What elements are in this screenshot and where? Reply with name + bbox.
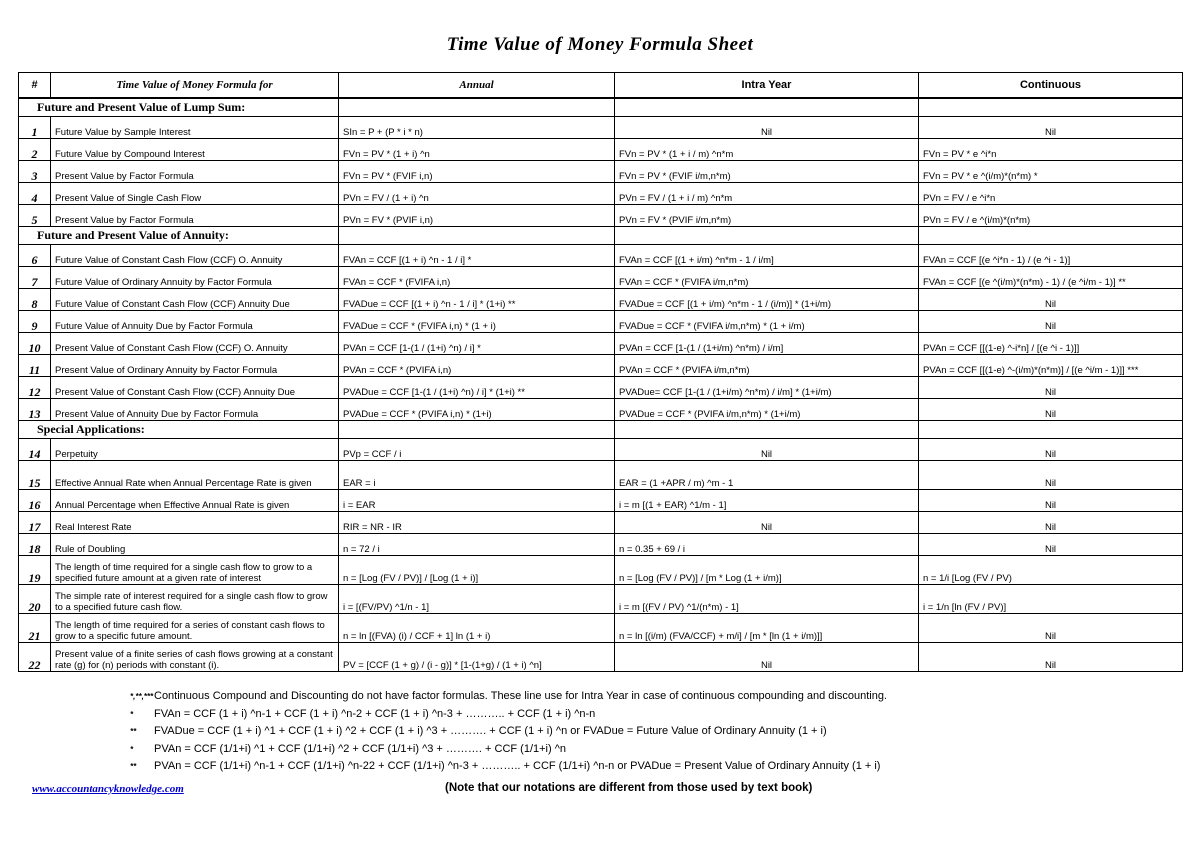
- continuous-formula: Nil: [919, 377, 1183, 399]
- intra-year-formula: PVn = FV * (PVIF i/m,n*m): [615, 205, 919, 227]
- continuous-formula: Nil: [919, 117, 1183, 139]
- footnote-text: FVAn = CCF (1 + i) ^n-1 + CCF (1 + i) ^n-2 + CCF (1 + i) ^n-3 + ……….. + CCF (1 + i) ^n-n: [154, 707, 596, 720]
- row-number: 15: [19, 461, 51, 490]
- row-description: Present Value of Annuity Due by Factor Formula: [51, 399, 339, 421]
- table-row: [19, 333, 1183, 355]
- annual-formula: i = [(FV/PV) ^1/n - 1]: [339, 585, 615, 614]
- empty-cell: [615, 98, 919, 117]
- row-number: 22: [19, 643, 51, 672]
- continuous-formula: Nil: [919, 643, 1183, 672]
- row-description: The length of time required for a single cash flow to grow to a specified future amount at a given rate of interest: [51, 556, 339, 585]
- footnote-text: Continuous Compound and Discounting do not have factor formulas. These line use for Intra Year in case of continuous compounding and discounting.: [154, 690, 887, 702]
- footnote-marker: *,**,***: [130, 692, 154, 701]
- website-link[interactable]: www.accountancyknowledge.com: [32, 783, 184, 795]
- intra-year-formula: FVn = PV * (FVIF i/m,n*m): [615, 161, 919, 183]
- continuous-formula: Nil: [919, 534, 1183, 556]
- annual-formula: FVAn = CCF * (FVIFA i,n): [339, 267, 615, 289]
- footnote-marker: *: [130, 709, 134, 719]
- table-row: [19, 355, 1183, 377]
- row-number: 16: [19, 490, 51, 512]
- table-row: [19, 139, 1183, 161]
- continuous-formula: Nil: [919, 461, 1183, 490]
- table-row: [19, 512, 1183, 534]
- row-description: Annual Percentage when Effective Annual Rate is given: [51, 490, 339, 512]
- table-row: [19, 289, 1183, 311]
- annual-formula: FVADue = CCF * (FVIFA i,n) * (1 + i): [339, 311, 615, 333]
- row-number: 1: [19, 117, 51, 139]
- intra-year-formula: Nil: [615, 643, 919, 672]
- row-number: 6: [19, 245, 51, 267]
- table-row: [19, 439, 1183, 461]
- table-row: [19, 534, 1183, 556]
- row-description: Perpetuity: [51, 439, 339, 461]
- header-continuous: Continuous: [919, 73, 1183, 99]
- section-row: [19, 227, 1183, 245]
- empty-cell: [615, 227, 919, 245]
- table-row: [19, 311, 1183, 333]
- annual-formula: PVn = FV / (1 + i) ^n: [339, 183, 615, 205]
- continuous-formula: Nil: [919, 289, 1183, 311]
- continuous-formula: FVn = PV * e ^(i/m)*(n*m) *: [919, 161, 1183, 183]
- intra-year-formula: EAR = (1 +APR / m) ^m - 1: [615, 461, 919, 490]
- table-row: [19, 490, 1183, 512]
- annual-formula: n = ln [(FVA) (i) / CCF + 1] ln (1 + i): [339, 614, 615, 643]
- footnote-marker: *: [130, 744, 134, 754]
- intra-year-formula: PVADue = CCF * (PVIFA i/m,n*m) * (1+i/m): [615, 399, 919, 421]
- continuous-formula: i = 1/n [ln (FV / PV)]: [919, 585, 1183, 614]
- table-row: [19, 205, 1183, 227]
- row-description: Present Value by Factor Formula: [51, 161, 339, 183]
- table-row: [19, 183, 1183, 205]
- row-description: The length of time required for a series of constant cash flows to grow to a specific future amount.: [51, 614, 339, 643]
- continuous-formula: Nil: [919, 614, 1183, 643]
- footnote-line: [130, 723, 887, 741]
- row-number: 8: [19, 289, 51, 311]
- row-description: Present value of a finite series of cash flows growing at a constant rate (g) for (n) periods with constant (i).: [51, 643, 339, 672]
- continuous-formula: n = 1/i [Log (FV / PV): [919, 556, 1183, 585]
- annual-formula: PVADue = CCF [1-(1 / (1+i) ^n) / i] * (1+i) **: [339, 377, 615, 399]
- intra-year-formula: FVn = PV * (1 + i / m) ^n*m: [615, 139, 919, 161]
- table-body: [19, 98, 1183, 672]
- row-number: 18: [19, 534, 51, 556]
- table-row: [19, 556, 1183, 585]
- annual-formula: PV = [CCF (1 + g) / (i - g)] * [1-(1+g) / (1 + i) ^n]: [339, 643, 615, 672]
- annual-formula: EAR = i: [339, 461, 615, 490]
- intra-year-formula: PVAn = CCF [1-(1 / (1+i/m) ^n*m) / i/m]: [615, 333, 919, 355]
- table-row: [19, 267, 1183, 289]
- footnote-marker: **: [130, 762, 137, 771]
- continuous-formula: Nil: [919, 311, 1183, 333]
- row-description: Present Value of Constant Cash Flow (CCF) Annuity Due: [51, 377, 339, 399]
- intra-year-formula: FVADue = CCF * (FVIFA i/m,n*m) * (1 + i/m): [615, 311, 919, 333]
- row-number: 17: [19, 512, 51, 534]
- intra-year-formula: PVn = FV / (1 + i / m) ^n*m: [615, 183, 919, 205]
- table-row: [19, 614, 1183, 643]
- continuous-formula: PVAn = CCF [[(1-e) ^-i*n] / [(e ^i - 1)]]: [919, 333, 1183, 355]
- intra-year-formula: PVADue= CCF [1-(1 / (1+i/m) ^n*m) / i/m] * (1+i/m): [615, 377, 919, 399]
- section-row: [19, 98, 1183, 117]
- annual-formula: FVAn = CCF [(1 + i) ^n - 1 / i] *: [339, 245, 615, 267]
- header-formula-for: Time Value of Money Formula for: [51, 73, 339, 99]
- intra-year-formula: Nil: [615, 512, 919, 534]
- row-description: Rule of Doubling: [51, 534, 339, 556]
- row-number: 20: [19, 585, 51, 614]
- table-row: [19, 399, 1183, 421]
- annual-formula: PVAn = CCF [1-(1 / (1+i) ^n) / i] *: [339, 333, 615, 355]
- annual-formula: FVADue = CCF [(1 + i) ^n - 1 / i] * (1+i) **: [339, 289, 615, 311]
- section-title: Future and Present Value of Annuity:: [19, 227, 339, 245]
- table-row: [19, 245, 1183, 267]
- section-title: Special Applications:: [19, 421, 339, 439]
- continuous-formula: Nil: [919, 512, 1183, 534]
- annual-formula: RIR = NR - IR: [339, 512, 615, 534]
- intra-year-formula: FVAn = CCF * (FVIFA i/m,n*m): [615, 267, 919, 289]
- formula-table: [18, 72, 1183, 672]
- annual-formula: n = 72 / i: [339, 534, 615, 556]
- row-description: Future Value of Ordinary Annuity by Factor Formula: [51, 267, 339, 289]
- row-number: 4: [19, 183, 51, 205]
- empty-cell: [339, 227, 615, 245]
- footnote-line: [130, 688, 887, 706]
- annual-formula: PVADue = CCF * (PVIFA i,n) * (1+i): [339, 399, 615, 421]
- footnote-line: [130, 758, 887, 776]
- empty-cell: [339, 98, 615, 117]
- annual-formula: n = [Log (FV / PV)] / [Log (1 + i)]: [339, 556, 615, 585]
- continuous-formula: PVAn = CCF [[(1-e) ^-(i/m)*(n*m)] / [(e ^i/m - 1)]] ***: [919, 355, 1183, 377]
- row-number: 10: [19, 333, 51, 355]
- header-number: #: [19, 73, 51, 99]
- empty-cell: [919, 227, 1183, 245]
- intra-year-formula: FVADue = CCF [(1 + i/m) ^n*m - 1 / (i/m)] * (1+i/m): [615, 289, 919, 311]
- row-description: Present Value of Constant Cash Flow (CCF) O. Annuity: [51, 333, 339, 355]
- empty-cell: [615, 421, 919, 439]
- continuous-formula: PVn = FV / e ^i*n: [919, 183, 1183, 205]
- table-row: [19, 643, 1183, 672]
- row-description: Future Value of Constant Cash Flow (CCF) O. Annuity: [51, 245, 339, 267]
- row-number: 21: [19, 614, 51, 643]
- continuous-formula: Nil: [919, 399, 1183, 421]
- annual-formula: FVn = PV * (FVIF i,n): [339, 161, 615, 183]
- intra-year-formula: Nil: [615, 439, 919, 461]
- empty-cell: [919, 421, 1183, 439]
- row-number: 12: [19, 377, 51, 399]
- row-description: Future Value of Constant Cash Flow (CCF) Annuity Due: [51, 289, 339, 311]
- table-row: [19, 461, 1183, 490]
- continuous-formula: FVAn = CCF [(e ^i*n - 1) / (e ^i - 1)]: [919, 245, 1183, 267]
- annual-formula: i = EAR: [339, 490, 615, 512]
- intra-year-formula: Nil: [615, 117, 919, 139]
- intra-year-formula: i = m [(1 + EAR) ^1/m - 1]: [615, 490, 919, 512]
- intra-year-formula: PVAn = CCF * (PVIFA i/m,n*m): [615, 355, 919, 377]
- row-number: 19: [19, 556, 51, 585]
- empty-cell: [919, 98, 1183, 117]
- row-number: 13: [19, 399, 51, 421]
- intra-year-formula: i = m [(FV / PV) ^1/(n*m) - 1]: [615, 585, 919, 614]
- footnote-text: FVADue = CCF (1 + i) ^1 + CCF (1 + i) ^2 + CCF (1 + i) ^3 + ………. + CCF (1 + i) ^n or FVADue = Future Value of Ordinary Annuity (1 + i): [154, 725, 827, 737]
- row-description: Present Value of Single Cash Flow: [51, 183, 339, 205]
- row-description: The simple rate of interest required for a single cash flow to grow to a specified future cash flow.: [51, 585, 339, 614]
- footnotes: [130, 688, 887, 776]
- intra-year-formula: n = 0.35 + 69 / i: [615, 534, 919, 556]
- table-header: [19, 73, 1183, 99]
- intra-year-formula: n = [Log (FV / PV)] / [m * Log (1 + i/m)]: [615, 556, 919, 585]
- footnote-line: [130, 706, 887, 724]
- row-description: Future Value by Sample Interest: [51, 117, 339, 139]
- empty-cell: [339, 421, 615, 439]
- annual-formula: PVp = CCF / i: [339, 439, 615, 461]
- row-number: 11: [19, 355, 51, 377]
- continuous-formula: Nil: [919, 490, 1183, 512]
- annual-formula: SIn = P + (P * i * n): [339, 117, 615, 139]
- intra-year-formula: FVAn = CCF [(1 + i/m) ^n*m - 1 / i/m]: [615, 245, 919, 267]
- footnote-marker: **: [130, 727, 137, 736]
- row-number: 7: [19, 267, 51, 289]
- footnote-text: PVAn = CCF (1/1+i) ^n-1 + CCF (1/1+i) ^n-22 + CCF (1/1+i) ^n-3 + ……….. + CCF (1/1+i) ^n-n or PVADue = Present Value of Ordinary Annuity (1 + i): [154, 760, 881, 772]
- table-row: [19, 117, 1183, 139]
- header-annual: Annual: [339, 73, 615, 99]
- page-title: Time Value of Money Formula Sheet: [446, 34, 754, 55]
- notation-note: (Note that our notations are different from those used by text book): [445, 782, 813, 794]
- section-title: Future and Present Value of Lump Sum:: [19, 98, 339, 117]
- table-row: [19, 377, 1183, 399]
- row-number: 5: [19, 205, 51, 227]
- continuous-formula: Nil: [919, 439, 1183, 461]
- annual-formula: FVn = PV * (1 + i) ^n: [339, 139, 615, 161]
- header-intra-year: Intra Year: [615, 73, 919, 99]
- continuous-formula: FVn = PV * e ^i*n: [919, 139, 1183, 161]
- row-description: Effective Annual Rate when Annual Percentage Rate is given: [51, 461, 339, 490]
- row-description: Real Interest Rate: [51, 512, 339, 534]
- row-description: Present Value by Factor Formula: [51, 205, 339, 227]
- continuous-formula: PVn = FV / e ^(i/m)*(n*m): [919, 205, 1183, 227]
- continuous-formula: FVAn = CCF [(e ^(i/m)*(n*m) - 1) / (e ^i/m - 1)] **: [919, 267, 1183, 289]
- row-number: 9: [19, 311, 51, 333]
- row-number: 14: [19, 439, 51, 461]
- table-row: [19, 161, 1183, 183]
- intra-year-formula: n = ln [(i/m) (FVA/CCF) + m/i] / [m * [ln (1 + i/m)]]: [615, 614, 919, 643]
- annual-formula: PVn = FV * (PVIF i,n): [339, 205, 615, 227]
- row-description: Present Value of Ordinary Annuity by Factor Formula: [51, 355, 339, 377]
- row-description: Future Value of Annuity Due by Factor Formula: [51, 311, 339, 333]
- section-row: [19, 421, 1183, 439]
- row-number: 2: [19, 139, 51, 161]
- footnote-text: PVAn = CCF (1/1+i) ^1 + CCF (1/1+i) ^2 + CCF (1/1+i) ^3 + ………. + CCF (1/1+i) ^n: [154, 742, 566, 755]
- row-description: Future Value by Compound Interest: [51, 139, 339, 161]
- row-number: 3: [19, 161, 51, 183]
- table-row: [19, 585, 1183, 614]
- footnote-line: [130, 741, 887, 759]
- annual-formula: PVAn = CCF * (PVIFA i,n): [339, 355, 615, 377]
